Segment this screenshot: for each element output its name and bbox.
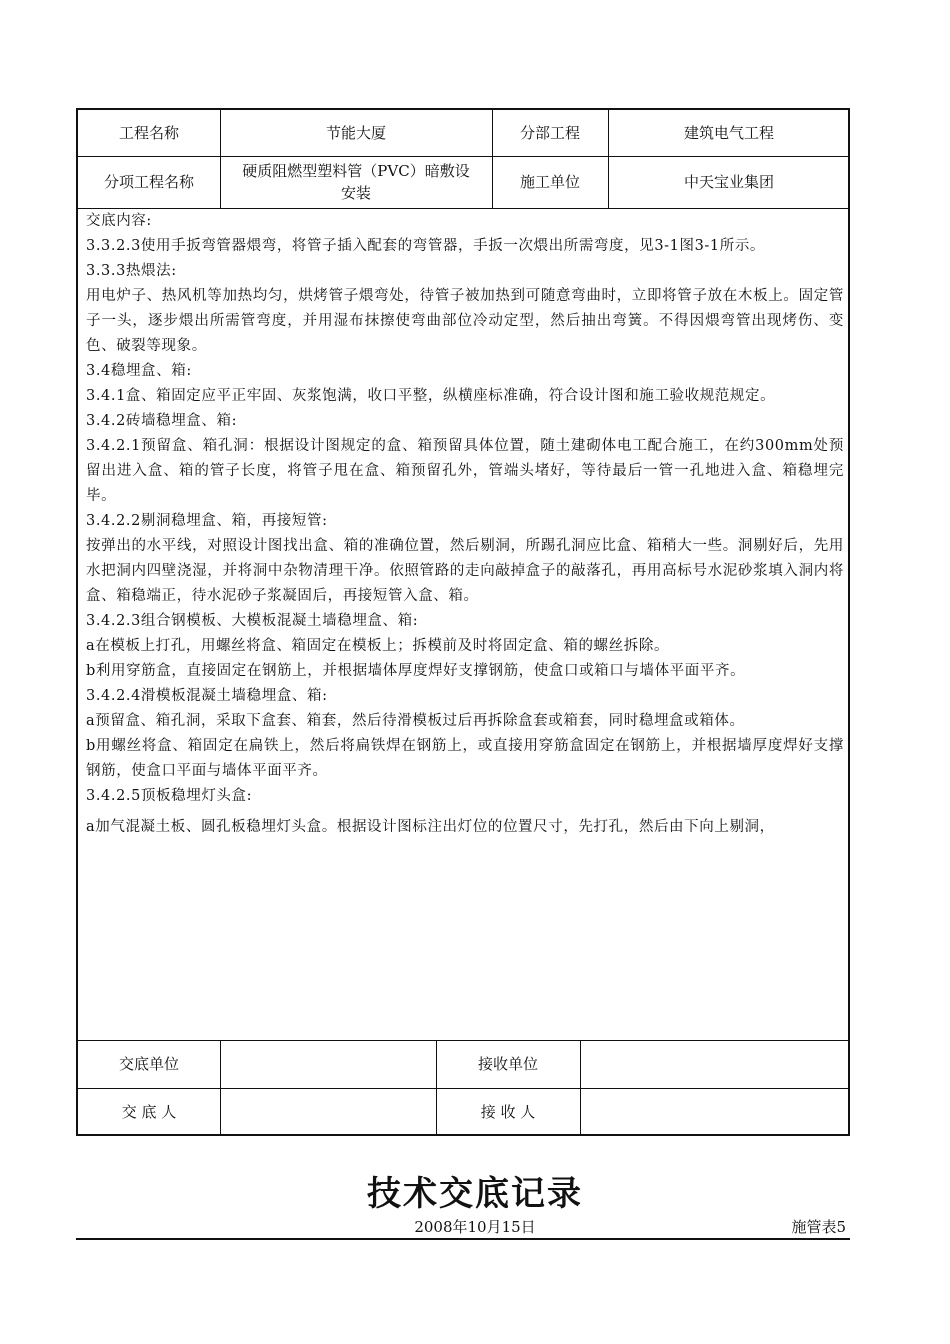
subitem-value-line1: 硬质阻燃型塑料管（PVC）暗敷设 [242,162,470,180]
project-name-label: 工程名称 [118,124,179,142]
division-label: 分部工程 [519,124,580,142]
content-paragraph: a在模板上打孔，用螺丝将盒、箱固定在模板上；拆模前及时将固定盒、箱的螺丝拆除。 [86,638,670,654]
issuer-unit-field[interactable] [220,1040,436,1088]
content-paragraph: 3.4.2砖墙稳埋盒、箱: [86,413,238,429]
content-paragraph: 3.4.2.3组合钢模板、大模板混凝土墙稳埋盒、箱: [86,613,419,629]
content-paragraph: a预留盒、箱孔洞，采取下盒套、箱套，然后待滑模板过后再拆除盒套或箱套，同时稳埋盒或箱体。 [86,713,745,729]
content-paragraph: 3.4.2.4滑模板混凝土墙稳埋盒、箱: [86,688,328,704]
issuer-unit-label: 交底单位 [118,1055,179,1073]
content-paragraph: 3.4.1盒、箱固定应平正牢固、灰浆饱满，收口平整，纵横座标准确，符合设计图和施工验收规范规定。 [86,388,776,404]
document-date: 2008年10月15日 [414,1218,536,1236]
disclosure-content [86,209,844,845]
content-paragraph: 3.3.3热煨法: [86,263,177,279]
subitem-value [220,156,492,208]
issuer-person-label: 交 底 人 [121,1103,177,1121]
content-paragraph: 3.3.2.3使用手扳弯管器煨弯，将管子插入配套的弯管器，手扳一次煨出所需弯度，见3-1图3-1所示。 [86,238,766,254]
content-paragraph: 按弹出的水平线，对照设计图找出盒、箱的准确位置，然后剔洞，所踢孔洞应比盒、箱稍大一些。洞剔好后，先用水把洞内四壁浇湿，并将洞中杂物清理干净。依照管路的走向敲掉盒子的敲落孔，再用高标号水泥砂浆填入洞内将盒、箱稳端正，待水泥砂子浆凝固后，再接短管入盒、箱。 [86,538,844,604]
disclosure-table [76,108,850,1136]
contractor-value: 中天宝业集团 [683,173,774,191]
bottom-rule [76,1238,850,1240]
project-name-value: 节能大厦 [325,124,386,142]
receiver-unit-label: 接收单位 [477,1055,538,1073]
content-paragraph: 3.4.2.2剔洞稳埋盒、箱，再接短管: [86,513,328,529]
contractor-label: 施工单位 [519,173,580,191]
content-heading: 交底内容: [86,213,152,229]
receiver-person-label: 接 收 人 [480,1103,536,1121]
subitem-value-line2: 安装 [340,184,371,202]
receiver-person-field[interactable] [580,1088,850,1136]
form-number: 施管表5 [791,1218,846,1236]
content-paragraph: 用电炉子、热风机等加热均匀，烘烤管子煨弯处，待管子被加热到可随意弯曲时，立即将管子放在木板上。固定管子一头，逐步煨出所需管弯度，并用湿布抹擦使弯曲部位冷动定型，然后抽出弯簧。不得因煨弯管出现烤伤、变色、破裂等现象。 [86,288,844,354]
content-paragraph: b用螺丝将盒、箱固定在扁铁上，然后将扁铁焊在钢筋上，或直接用穿筋盒固定在钢筋上，并根据墙厚度焊好支撑钢筋，使盒口平面与墙体平面平齐。 [86,738,844,779]
content-paragraph-last: a加气混凝土板、圆孔板稳埋灯头盒。根据设计图标注出灯位的位置尺寸，先打孔，然后由下向上剔洞， [86,819,775,835]
issuer-person-field[interactable] [220,1088,436,1136]
content-paragraph: b利用穿筋盒，直接固定在钢筋上，并根据墙体厚度焊好支撑钢筋，使盒口或箱口与墙体平面平齐。 [86,663,746,679]
division-value: 建筑电气工程 [683,124,774,142]
content-paragraph: 3.4稳埋盒、箱: [86,363,192,379]
subitem-label: 分项工程名称 [103,173,194,191]
content-paragraph: 3.4.2.1预留盒、箱孔洞：根据设计图规定的盒、箱预留具体位置，随土建砌体电工配合施工，在约300mm处预留出进入盒、箱的管子长度，将管子甩在盒、箱预留孔外，管端头堵好，等待最后一管一孔地进入盒、箱稳埋完毕。 [86,438,844,504]
receiver-unit-field[interactable] [580,1040,850,1088]
document-title: 技术交底记录 [367,1174,583,1214]
content-paragraph: 3.4.2.5顶板稳埋灯头盒: [86,788,253,804]
